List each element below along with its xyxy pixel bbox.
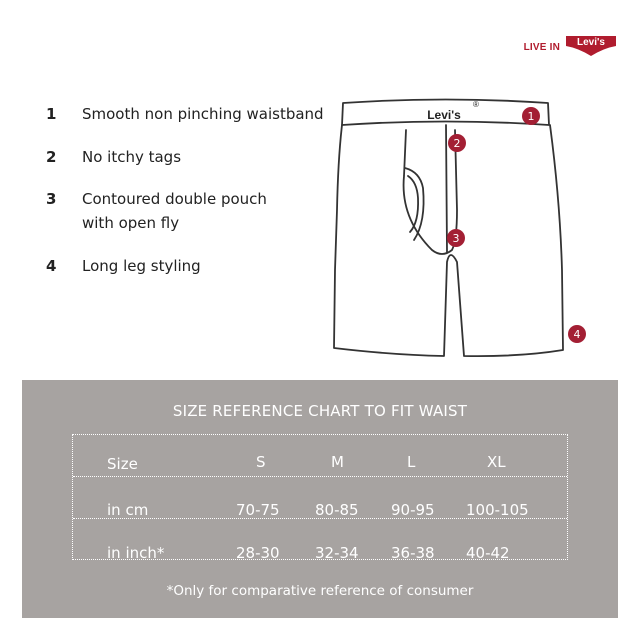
feature-text: Long leg styling	[82, 257, 201, 275]
feature-text: Smooth non pinching waistband	[82, 105, 324, 123]
table-header-size: XL	[487, 453, 506, 471]
fly-outline	[405, 168, 424, 240]
svg-text:3: 3	[452, 232, 460, 245]
table-divider	[73, 476, 567, 477]
feature-text: No itchy tags	[82, 148, 182, 166]
size-chart-panel	[22, 380, 618, 618]
levis-logo-text: Levi's	[577, 37, 605, 48]
table-row-label: in cm	[107, 501, 149, 519]
marker-2	[448, 134, 466, 152]
table-header-size: S	[256, 453, 266, 471]
brand-tagline: LIVE IN	[523, 41, 560, 53]
table-cell: 36-38	[391, 544, 435, 562]
svg-text:1: 1	[527, 110, 535, 123]
feature-number: 4	[46, 257, 57, 275]
feature-text: with open fly	[82, 214, 180, 232]
feature-number: 1	[46, 105, 57, 123]
table-cell: 100-105	[466, 501, 529, 519]
waistband-logo-text: Levi's	[427, 108, 461, 122]
table-cell: 80-85	[315, 501, 359, 519]
table-row-label: in inch*	[107, 544, 165, 562]
marker-1	[522, 107, 540, 125]
registered-mark: ®	[473, 100, 479, 109]
table-cell: 90-95	[391, 501, 435, 519]
center-seam	[446, 125, 447, 252]
feature-number: 3	[46, 190, 57, 208]
size-chart-table	[72, 434, 568, 560]
table-cell: 70-75	[236, 501, 280, 519]
table-header-label: Size	[107, 455, 138, 473]
feature-number: 2	[46, 148, 57, 166]
svg-text:2: 2	[453, 137, 461, 150]
marker-3	[447, 229, 465, 247]
size-chart-footnote: *Only for comparative reference of consumer	[166, 583, 474, 599]
size-chart-title: SIZE REFERENCE CHART TO FIT WAIST	[172, 402, 468, 420]
table-cell: 40-42	[466, 544, 510, 562]
table-cell: 32-34	[315, 544, 359, 562]
svg-text:4: 4	[573, 328, 581, 341]
table-header-size: M	[331, 453, 344, 471]
table-cell: 28-30	[236, 544, 280, 562]
marker-4	[568, 325, 586, 343]
feature-text: Contoured double pouch	[82, 190, 267, 208]
table-header-size: L	[407, 453, 416, 471]
